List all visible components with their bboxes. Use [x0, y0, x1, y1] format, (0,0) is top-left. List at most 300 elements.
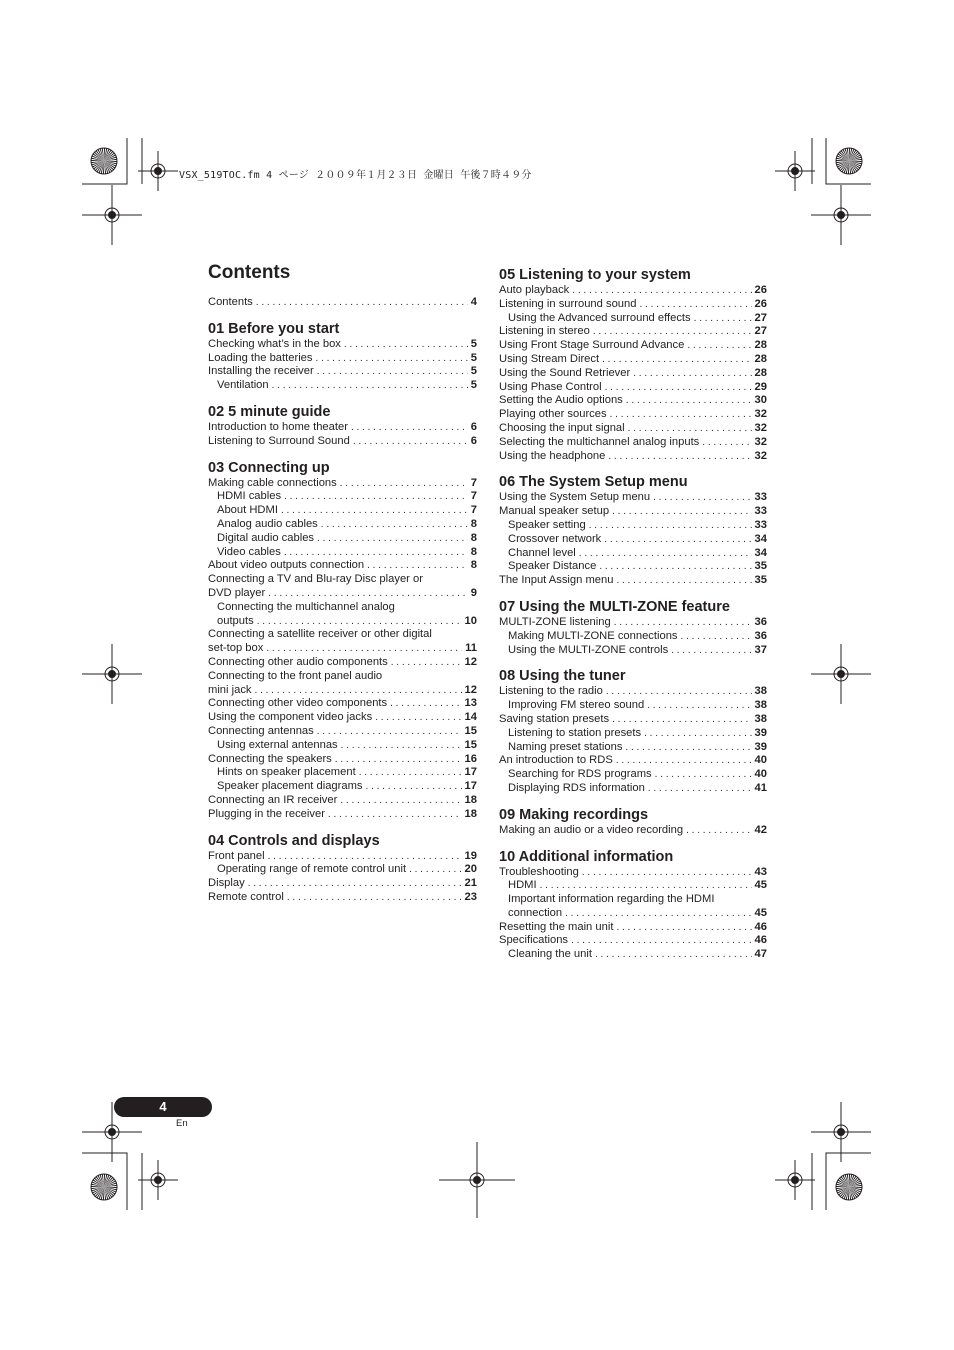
toc-entry-text: DVD player — [208, 586, 266, 599]
toc-entry-page: 11 — [465, 642, 477, 655]
toc-entry-page: 9 — [470, 586, 477, 599]
crosshair-mark — [138, 1160, 178, 1200]
dot-leader — [572, 284, 751, 298]
toc-section — [208, 320, 477, 393]
toc-entry-page: 35 — [754, 560, 767, 573]
toc-entry-page: 27 — [754, 325, 767, 338]
toc-entry[interactable] — [499, 574, 767, 588]
toc-entry[interactable] — [208, 546, 477, 560]
toc-entry[interactable] — [499, 948, 767, 962]
toc-entry-text-line: Connecting a satellite receiver or other digital — [208, 628, 432, 641]
toc-entry-page: 13 — [464, 697, 477, 710]
toc-entry-page: 4 — [470, 296, 477, 308]
toc-entry-page: 37 — [754, 643, 767, 656]
toc-entry[interactable] — [208, 780, 477, 794]
dot-leader — [702, 436, 751, 450]
toc-entry-page: 41 — [754, 781, 767, 794]
toc-entry[interactable] — [499, 381, 767, 395]
toc-entry-page: 26 — [754, 297, 767, 310]
section-title: 09 Making recordings — [499, 806, 649, 823]
page-title: Contents — [208, 262, 291, 283]
dot-leader — [608, 450, 751, 464]
toc-entry-page: 17 — [464, 766, 477, 779]
toc-entry[interactable] — [208, 296, 477, 310]
toc-entry[interactable] — [208, 877, 477, 891]
toc-entry[interactable] — [499, 450, 767, 464]
dot-leader — [341, 739, 462, 753]
dot-leader — [628, 422, 752, 436]
dot-leader — [616, 574, 751, 588]
section-title: 10 Additional information — [499, 848, 674, 865]
toc-entry-text: Using external antennas — [217, 738, 338, 751]
dot-leader — [248, 877, 462, 891]
toc-entry[interactable] — [499, 394, 767, 408]
toc-entry-page: 23 — [464, 890, 477, 903]
toc-entry-page: 7 — [470, 504, 477, 517]
toc-entry-text: Using the MULTI-ZONE controls — [508, 643, 669, 656]
toc-entry[interactable] — [499, 824, 767, 838]
toc-entry-text: Checking what’s in the box — [208, 337, 341, 350]
starburst-mark — [91, 148, 117, 174]
dot-leader — [391, 656, 462, 670]
dot-leader — [633, 367, 751, 381]
toc-entry[interactable] — [499, 491, 767, 505]
toc-entry-page: 32 — [754, 408, 767, 421]
toc-entry-text: Using Stream Direct — [499, 352, 600, 365]
toc-entry-text: Improving FM stereo sound — [508, 699, 645, 712]
toc-entry-text: About video outputs connection — [208, 559, 365, 572]
toc-entry[interactable] — [499, 312, 767, 326]
toc-entry-text-line: Connecting the multichannel analog — [217, 600, 395, 613]
toc-entry-text: Naming preset stations — [508, 740, 623, 753]
toc-entry[interactable] — [499, 284, 767, 298]
toc-entry-page: 33 — [754, 518, 767, 531]
toc-entry[interactable] — [499, 741, 767, 755]
dot-leader — [281, 504, 468, 518]
toc-entry-text: Using Front Stage Surround Advance — [499, 339, 685, 352]
dot-leader — [605, 381, 752, 395]
dot-leader — [571, 934, 752, 948]
toc-entry-text: Making an audio or a video recording — [499, 823, 684, 836]
dot-leader — [540, 879, 752, 893]
dot-leader — [351, 421, 468, 435]
toc-entry-text: Searching for RDS programs — [508, 768, 652, 781]
toc-entry[interactable] — [208, 477, 477, 491]
toc-entry-page: 34 — [754, 546, 767, 559]
dot-leader — [639, 298, 751, 312]
toc-entry-text: Listening to station presets — [508, 726, 642, 739]
dot-leader — [616, 921, 751, 935]
toc-entry[interactable] — [208, 711, 477, 725]
dot-leader — [321, 518, 468, 532]
toc-entry[interactable] — [208, 532, 477, 546]
dot-leader — [671, 644, 751, 658]
toc-entry-text: outputs — [217, 614, 254, 627]
toc-entry-text: Using Phase Control — [499, 380, 602, 393]
toc-entry-page: 12 — [464, 655, 477, 668]
toc-entry[interactable] — [208, 628, 477, 656]
toc-entry-text: Using the Sound Retriever — [499, 366, 631, 379]
toc-entry-page: 32 — [754, 421, 767, 434]
dot-leader — [686, 824, 751, 838]
dot-leader — [317, 532, 468, 546]
dot-leader — [655, 768, 752, 782]
toc-section — [208, 296, 477, 310]
toc-entry-text: Listening in surround sound — [499, 297, 637, 310]
toc-section — [499, 667, 767, 795]
toc-entry-page: 16 — [464, 752, 477, 765]
toc-entry-page: 20 — [464, 863, 477, 876]
dot-leader — [610, 408, 752, 422]
dot-leader — [340, 477, 468, 491]
toc-section — [499, 848, 767, 963]
toc-entry[interactable] — [208, 808, 477, 822]
dot-leader — [612, 713, 751, 727]
toc-entry-page: 33 — [754, 491, 767, 504]
toc-entry-page: 18 — [464, 807, 477, 820]
toc-entry-page: 35 — [754, 574, 767, 587]
dot-leader — [375, 711, 461, 725]
toc-entry-page: 36 — [754, 629, 767, 642]
toc-entry-page: 28 — [754, 352, 767, 365]
toc-entry-text: Front panel — [208, 849, 265, 862]
toc-entry-text: Displaying RDS information — [508, 781, 645, 794]
toc-entry[interactable] — [499, 713, 767, 727]
toc-entry[interactable] — [499, 339, 767, 353]
toc-entry[interactable] — [499, 630, 767, 644]
toc-entry-page: 34 — [754, 532, 767, 545]
toc-entry-page: 42 — [754, 823, 767, 836]
toc-entry-text: Connecting an IR receiver — [208, 793, 338, 806]
toc-entry-text-line: Important information regarding the HDMI — [508, 893, 715, 906]
toc-entry-page: 8 — [470, 531, 477, 544]
dot-leader — [612, 505, 751, 519]
toc-entry[interactable] — [499, 934, 767, 948]
toc-entry-page: 38 — [754, 699, 767, 712]
dot-leader — [589, 519, 752, 533]
toc-entry-page: 5 — [470, 351, 477, 364]
toc-entry[interactable] — [499, 298, 767, 312]
toc-entry-page: 30 — [754, 394, 767, 407]
dot-leader — [272, 379, 468, 393]
crosshair-mark — [82, 185, 142, 245]
toc-entry-text: Contents — [208, 296, 253, 308]
toc-entry[interactable] — [208, 739, 477, 753]
toc-entry-page: 8 — [470, 517, 477, 530]
dot-leader — [316, 352, 468, 366]
crosshair-mark — [82, 644, 142, 704]
toc-entry-page: 17 — [464, 780, 477, 793]
toc-column-1 — [208, 296, 477, 915]
dot-leader — [653, 491, 751, 505]
section-title: 07 Using the MULTI-ZONE feature — [499, 598, 730, 615]
toc-entry-page: 38 — [754, 712, 767, 725]
toc-entry[interactable] — [499, 699, 767, 713]
language-label: En — [176, 1118, 188, 1129]
toc-entry[interactable] — [499, 560, 767, 574]
dot-leader — [268, 850, 462, 864]
toc-entry-page: 47 — [754, 948, 767, 961]
toc-entry[interactable] — [499, 893, 767, 921]
toc-entry-text: Specifications — [499, 934, 569, 947]
dot-leader — [256, 296, 468, 310]
section-title: 03 Connecting up — [208, 459, 330, 476]
toc-entry-page: 5 — [470, 337, 477, 350]
toc-entry-text: Connecting other audio components — [208, 655, 388, 668]
toc-entry-text: Loading the batteries — [208, 351, 313, 364]
toc-entry-text: Speaker Distance — [508, 560, 597, 573]
section-title: 05 Listening to your system — [499, 267, 691, 283]
toc-entry[interactable] — [208, 601, 477, 629]
toc-entry-page: 39 — [754, 726, 767, 739]
toc-entry[interactable] — [499, 519, 767, 533]
dot-leader — [614, 616, 752, 630]
dot-leader — [565, 907, 751, 921]
toc-entry[interactable] — [208, 352, 477, 366]
toc-entry-page: 28 — [754, 339, 767, 352]
dot-leader — [257, 615, 462, 629]
dot-leader — [340, 794, 461, 808]
toc-entry[interactable] — [208, 379, 477, 393]
toc-entry[interactable] — [499, 353, 767, 367]
dot-leader — [344, 338, 468, 352]
toc-entry-text: Manual speaker setup — [499, 505, 610, 518]
toc-entry-page: 7 — [470, 490, 477, 503]
toc-entry-page: 29 — [754, 380, 767, 393]
toc-entry-text: Listening to Surround Sound — [208, 434, 350, 447]
toc-entry-text: Hints on speaker placement — [217, 766, 356, 779]
crosshair-mark — [811, 185, 871, 245]
toc-entry-text: Listening to the radio — [499, 685, 603, 698]
toc-entry-text: Installing the receiver — [208, 365, 314, 378]
toc-entry[interactable] — [208, 490, 477, 504]
section-title: 01 Before you start — [208, 320, 340, 337]
toc-entry-page: 45 — [754, 879, 767, 892]
toc-entry[interactable] — [499, 422, 767, 436]
dot-leader — [604, 533, 751, 547]
toc-entry-page: 19 — [464, 849, 477, 862]
starburst-mark — [91, 1174, 117, 1200]
toc-entry-page: 46 — [754, 934, 767, 947]
dot-leader — [681, 630, 752, 644]
toc-entry[interactable] — [208, 435, 477, 449]
dot-leader — [687, 339, 751, 353]
starburst-mark — [836, 148, 862, 174]
toc-column-2 — [499, 266, 767, 972]
toc-entry-text: Listening in stereo — [499, 325, 590, 338]
toc-entry-page: 26 — [754, 284, 767, 296]
toc-entry[interactable] — [499, 782, 767, 796]
toc-entry-page: 5 — [470, 379, 477, 392]
toc-entry[interactable] — [208, 656, 477, 670]
toc-entry[interactable] — [499, 367, 767, 381]
dot-leader — [593, 325, 752, 339]
toc-entry-text: Connecting antennas — [208, 724, 314, 737]
dot-leader — [625, 741, 751, 755]
toc-entry[interactable] — [499, 768, 767, 782]
toc-entry[interactable] — [499, 879, 767, 893]
toc-entry[interactable] — [208, 794, 477, 808]
section-title: 06 The System Setup menu — [499, 474, 688, 491]
toc-entry[interactable] — [499, 325, 767, 339]
toc-entry-page: 33 — [754, 505, 767, 518]
toc-entry-page: 15 — [464, 724, 477, 737]
toc-entry-page: 8 — [470, 559, 477, 572]
toc-entry-page: 7 — [470, 476, 477, 489]
toc-entry[interactable] — [208, 891, 477, 905]
toc-entry-text: connection — [508, 906, 563, 919]
toc-entry-page: 28 — [754, 366, 767, 379]
dot-leader — [644, 727, 751, 741]
toc-entry-page: 8 — [470, 545, 477, 558]
dot-leader — [616, 754, 752, 768]
section-title: 04 Controls and displays — [208, 832, 380, 849]
toc-entry[interactable] — [499, 685, 767, 699]
toc-entry[interactable] — [208, 421, 477, 435]
dot-leader — [255, 684, 462, 698]
dot-leader — [694, 312, 752, 326]
dot-leader — [599, 560, 751, 574]
toc-entry[interactable] — [208, 559, 477, 573]
dot-leader — [266, 642, 462, 656]
toc-entry-text: HDMI cables — [217, 490, 282, 503]
toc-entry-text-line: Connecting a TV and Blu-ray Disc player or — [208, 573, 423, 586]
toc-entry-page: 5 — [470, 365, 477, 378]
toc-entry-page: 21 — [464, 877, 477, 890]
toc-entry-page: 10 — [464, 614, 477, 627]
toc-entry-text: Choosing the input signal — [499, 421, 625, 434]
toc-entry[interactable] — [208, 338, 477, 352]
dot-leader — [284, 490, 468, 504]
dot-leader — [647, 699, 751, 713]
toc-entry-text: Resetting the main unit — [499, 920, 614, 933]
toc-entry-text: Setting the Audio options — [499, 394, 623, 407]
dot-leader — [328, 808, 462, 822]
toc-entry-text: Analog audio cables — [217, 517, 318, 530]
toc-entry-text: Display — [208, 877, 245, 890]
dot-leader — [353, 435, 468, 449]
crosshair-mark — [775, 151, 815, 191]
toc-entry[interactable] — [208, 518, 477, 532]
toc-entry[interactable] — [499, 644, 767, 658]
toc-entry-text: Saving station presets — [499, 712, 610, 725]
crosshair-mark — [439, 1142, 515, 1218]
toc-entry-text: Video cables — [217, 545, 281, 558]
toc-entry[interactable] — [208, 504, 477, 518]
toc-entry-text: The Input Assign menu — [499, 574, 614, 587]
toc-entry-page: 36 — [754, 615, 767, 628]
dot-leader — [335, 753, 462, 767]
file-header-line: VSX_519TOC.fm 4 ページ ２００９年１月２３日 金曜日 午後７時４９分 — [179, 170, 532, 181]
toc-entry-text: Selecting the multichannel analog inputs — [499, 435, 700, 448]
toc-entry-text: Troubleshooting — [499, 865, 579, 878]
dot-leader — [595, 948, 752, 962]
toc-entry[interactable] — [208, 697, 477, 711]
toc-section — [499, 598, 767, 657]
crosshair-mark — [811, 644, 871, 704]
toc-entry[interactable] — [499, 533, 767, 547]
toc-entry-text: Channel level — [508, 546, 576, 559]
section-title: 08 Using the tuner — [499, 668, 626, 685]
toc-entry-text: Playing other sources — [499, 408, 607, 421]
toc-entry[interactable] — [499, 505, 767, 519]
toc-section — [499, 266, 767, 463]
toc-entry[interactable] — [208, 863, 477, 877]
toc-entry-page: 38 — [754, 685, 767, 698]
toc-entry-text: Making cable connections — [208, 476, 337, 489]
toc-entry-text: Speaker setting — [508, 518, 586, 531]
toc-entry-page: 18 — [464, 793, 477, 806]
toc-entry[interactable] — [208, 365, 477, 379]
toc-entry[interactable] — [208, 573, 477, 601]
toc-entry-text: About HDMI — [217, 504, 278, 517]
toc-entry-page: 45 — [754, 906, 767, 919]
toc-entry[interactable] — [499, 866, 767, 880]
dot-leader — [287, 891, 462, 905]
dot-leader — [366, 780, 462, 794]
toc-entry-text: Using the component video jacks — [208, 711, 373, 724]
toc-entry-text: Connecting the speakers — [208, 752, 332, 765]
toc-section — [208, 832, 477, 905]
dot-leader — [268, 587, 468, 601]
dot-leader — [626, 394, 752, 408]
toc-entry[interactable] — [499, 921, 767, 935]
dot-leader — [367, 559, 468, 573]
toc-entry[interactable] — [499, 727, 767, 741]
toc-entry-page: 12 — [464, 683, 477, 696]
dot-leader — [390, 697, 461, 711]
toc-entry-page: 46 — [754, 920, 767, 933]
toc-entry-text: Using the System Setup menu — [499, 491, 651, 504]
toc-entry[interactable] — [499, 408, 767, 422]
toc-section — [208, 459, 477, 822]
toc-entry-page: 43 — [754, 865, 767, 878]
toc-entry-text: Connecting other video components — [208, 697, 388, 710]
toc-entry[interactable] — [208, 766, 477, 780]
toc-entry[interactable] — [208, 753, 477, 767]
toc-entry-text: Operating range of remote control unit — [217, 863, 407, 876]
dot-leader — [317, 365, 468, 379]
dot-leader — [606, 685, 752, 699]
toc-entry-text: HDMI — [508, 879, 537, 892]
toc-entry-text: Plugging in the receiver — [208, 807, 325, 820]
toc-entry-page: 32 — [754, 449, 767, 462]
toc-section — [499, 806, 767, 838]
toc-entry-text: Speaker placement diagrams — [217, 780, 363, 793]
toc-entry[interactable] — [208, 725, 477, 739]
toc-entry-text: Using the Advanced surround effects — [508, 311, 691, 324]
toc-entry[interactable] — [499, 436, 767, 450]
toc-entry-page: 27 — [754, 311, 767, 324]
toc-entry-page: 32 — [754, 435, 767, 448]
toc-entry-page: 6 — [470, 434, 477, 447]
toc-entry[interactable] — [208, 850, 477, 864]
toc-entry-text: set-top box — [208, 642, 264, 655]
dot-leader — [602, 353, 751, 367]
toc-entry[interactable] — [499, 754, 767, 768]
toc-entry-page: 39 — [754, 740, 767, 753]
toc-entry-text: MULTI-ZONE listening — [499, 615, 611, 628]
toc-entry-text-line: Connecting to the front panel audio — [208, 669, 383, 682]
toc-entry-page: 14 — [464, 711, 477, 724]
crosshair-mark — [775, 1160, 815, 1200]
dot-leader — [284, 546, 468, 560]
toc-section — [208, 403, 477, 449]
toc-entry[interactable] — [499, 616, 767, 630]
toc-entry[interactable] — [208, 670, 477, 698]
toc-entry-text: Remote control — [208, 890, 284, 903]
toc-entry[interactable] — [499, 547, 767, 561]
